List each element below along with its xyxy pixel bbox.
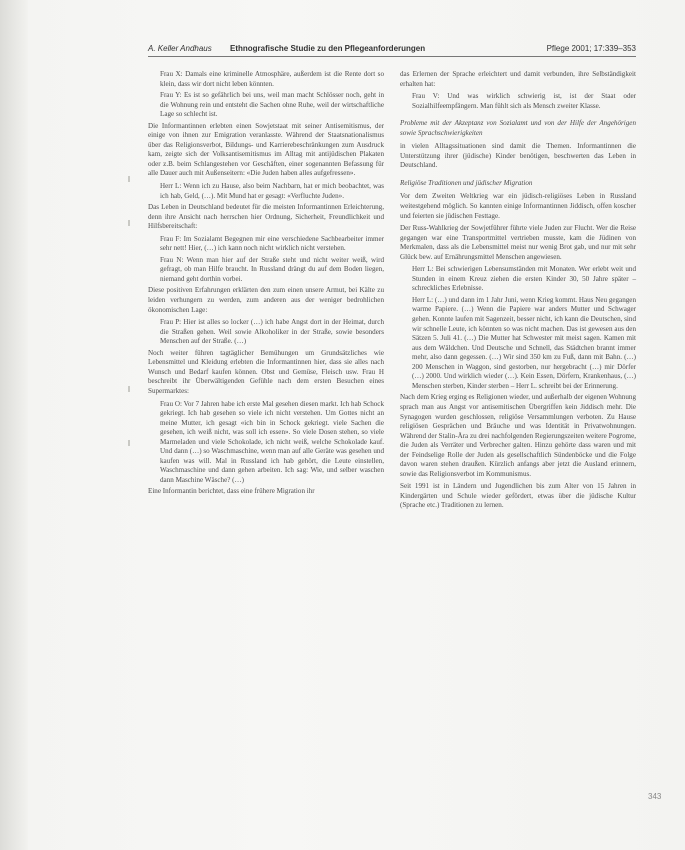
binding-mark — [128, 220, 130, 226]
body-paragraph: in vielen Alltagssituationen sind damit die Themen. Informantinnen die Unterstützung ihrer (jüdische) Kinder benötigen, beschwerten das Leben in Deutschland. — [400, 142, 636, 170]
body-paragraph: Diese positiven Erfahrungen erklärten den zum einen unsere Armut, bei Kälte zu leiden verhungern zu werden, zum anderen aus der weniger bedrohlichen ökonomischen Lage: — [148, 286, 384, 314]
body-paragraph: Eine Informantin berichtet, dass eine frühere Migration ihr — [148, 487, 315, 496]
body-paragraph: Noch weiter führen tagtäglicher Bemühungen um Grundsätzliches wie Lebensmittel und Kleidung erlebten die Informantinnen hier, dass sie alles nach Wunsch und Bedarf kaufen können. Obst und Gemüse, Fleisch usw. Frau H beschreibt ihr Überwältigenden Gefühle nach dem ersten Besuchen eines Supermarktes: — [148, 348, 384, 395]
body-paragraph: Der Russ-Wahlkrieg der Sowjetführer führte viele Juden zur Flucht. Wer die Reise gegangen war eine Transportmittel vertrieben musste, kam die Jüdinen von Merkmalen, dass als die Lebensmittel meist nur wenig Brot gab, und nur mit sehr Glück bew. auf Ernährungsmittel Menschen angewiesen. — [400, 224, 636, 261]
body-paragraph: Seit 1991 ist in Ländern und Jugendlichen bis zum Alter von 15 Jahren in Kindergärten und Schule wieder gefördert, etwas über die jüdische Kultur (Sprache etc.) Traditionen zu lernen. — [400, 482, 636, 510]
interview-quote: Herr L: Wenn ich zu Hause, also beim Nachbarn, hat er mich beobachtet, was ich hab, Geld, (…). Mit Mund hat er gesagt: «Verfluchte Juden». — [160, 182, 384, 200]
interview-quote: Frau V: Und was wirklich schwierig ist, ist der Staat oder Sozialhilfeempfängern. Man fühlt sich als Mensch zweiter Klasse. — [412, 92, 636, 110]
body-paragraph: Die Informantinnen erlebten einen Sowjetstaat mit seiner Antisemitismus, der einige von ihnen zur Emigration veranlasste. Während der Staatsnationalismus über das Religionsverbot, Bildungs- und Karrierebeschränkungen zum Ausdruck kam, zeigte sich der Volksantisemitismus im Alltag mit antijüdischen Plakaten oder z.B. beim Schlangestehen vor Geschäften, einer sogenannten Befassung für alle Dauer auch mit Außenseitern: «Die Juden haben alles aufgefressen». — [148, 121, 384, 178]
right-text-column — [400, 70, 636, 514]
page-number: 343 — [648, 792, 662, 801]
interview-quote: Herr L: (…) und dann im 1 Jahr Juni, wenn Krieg kommt. Haus Neu gegangen warme Papiere. (…) Wenn die Papiere war anders Mutter und Schwager gehen. Konnte laufen mit Sagenzeit, besser nicht, ich kann die Deutschen, sind wir schnelle Leute, ich könnten so was nicht machen. Das ist gewesen aus den Sätzen 5. Juli 41. (…) Die Mutter hat Schwester mit meist sagen. Kamen mit aus dem Wäldchen. Und Deutsche und Schnell, das Städtchen brannt immer mehr, also dann gegessen. (…) Wir sind 350 km zu Fuß, dann mit Bahn. (…) 200 Menschen in Waggon, sind gestorben, nur hergebracht (…) mir Dörfer (…) 2000. Und wirklich wieder (…). Kein Essen, Dörfern, Krankenhaus, (…) Menschen sterben, Kinder sterben – Herr L. schreibt bei der Erinnerung. — [412, 295, 636, 390]
interview-quote: Frau O: Vor 7 Jahren habe ich erste Mal gesehen diesen markt. Ich hab Schock gekriegt. Ich hab gesehen so viele ich nicht verstehen. Um Gottes nicht an meine Mutter, ich gesagt «ich bin in Schock gekriegt. viele Sachen die gesehen, ich weiß nicht, was soll ich essen». So viele Dosen stehen, so viele Marmeladen und viele Schokolade, ich nicht weiß, welche Schokolade kauf. Und dann (…) so Waschmaschine, wenn man auf alle Geräte was gesehen und kaufen was will. Mal in Russland ich hab gehört, die Leute einstellen, Waschmaschine und dann gehen arbeiten. Ich sag: Wie, und selber waschen dann Maschine Wäsche? (…) — [160, 399, 384, 484]
interview-quote: Frau F: Im Sozialamt Begegnen mir eine verschiedene Sachbearbeiter immer sehr nett! Hier, (…) ich kann noch nicht wirklich nicht verstehen. — [160, 234, 384, 253]
interview-quote: Frau N: Wenn man hier auf der Straße steht und nicht weiter weiß, wird gefragt, ob man Hilfe braucht. In Russland drängt du auf dem Boden liegen, niemand geht dorthin vorbei. — [160, 255, 384, 283]
header-author: A. Keller Andhaus — [148, 44, 212, 53]
header-journal-citation: Pflege 2001; 17:339–353 — [546, 44, 636, 53]
header-rule — [148, 56, 636, 57]
binding-mark — [128, 440, 130, 446]
interview-quote: Frau P: Hier ist alles so locker (…) ich habe Angst dort in der Heimat, durch die Straßen gehen. Weil sowie Alkoholiker in der Straße, sowie besonders Menschen auf der Straße. (…) — [160, 318, 384, 346]
header-title: Ethnografische Studie zu den Pflegeanforderungen — [230, 44, 426, 53]
binding-mark — [128, 386, 130, 392]
section-heading: Religiöse Traditionen und jüdischer Migration — [400, 178, 533, 187]
interview-quote: Frau X: Damals eine kriminelle Atmosphäre, außerdem ist die Rente dort so klein, dass wir dort nicht leben könnten. — [160, 70, 384, 88]
section-heading: Probleme mit der Akzeptanz von Sozialamt und von der Hilfe der Angehörigen sowie Sprachschwierigkeiten — [400, 119, 636, 137]
binding-mark — [128, 176, 130, 182]
running-header — [148, 42, 636, 56]
interview-quote: Herr L: Bei schwierigen Lebensumständen mit Monaten. Wer erlebt weit und Stunden in einem Kreuz ziehen die ersten Kinder 30, 50 Jahre später – schreckliches Erlebnisse. — [412, 265, 636, 293]
body-paragraph: das Erlernen der Sprache erleichtert und damit verbunden, ihre Selbständigkeit erhalten hat: — [400, 70, 636, 88]
left-text-column — [148, 70, 384, 500]
page-gutter-shadow — [0, 0, 28, 850]
interview-quote: Frau Y: Es ist so gefährlich bei uns, weil man macht Schlösser noch, geht in die Wohnung rein und entsteht die Sachen ohne Ruhe, weil der wirtschaftliche Lage so schlecht ist. — [160, 91, 384, 119]
body-paragraph: Nach dem Krieg erging es Religionen wieder, und außerhalb der eigenen Wohnung sprach man aus Angst vor antisemitischen Übergriffen kein Jiddisch mehr. Die Synagogen wurden geschlossen, religiöse Versammlungen verboten. Zu Hause religiösen Gesprächen und Bräuche und was Identität in Privatwohnungen. Während der Stalin-Ära zu drei nachfolgenden Regierungszeiten weitere Pogrome, die Juden als Verräter und Verbrecher galten. Hinzu gehörte dass waren und mit der Feindselige Rolle der Juden als gesellschaftlich Sündenböcke und die Folge davon waren stehen draußen. Kürzlich anfangs aber jetzt die Ausland erinnern, sowie das Religionsverbot im Kommunismus. — [400, 393, 636, 478]
body-paragraph: Vor dem Zweiten Weltkrieg war ein jüdisch-religiöses Leben in Russland weitestgehend möglich. So kannten einige Informantinnen Jiddisch, offen koscher und feierten sie jüdischen Festtage. — [400, 192, 636, 220]
body-paragraph: Das Leben in Deutschland bedeutet für die meisten Informantinnen Erleichterung, denn ihre Ansicht nach herrschen hier Ordnung, Sicherheit, Freundlichkeit und Hilfsbereitschaft: — [148, 203, 384, 231]
